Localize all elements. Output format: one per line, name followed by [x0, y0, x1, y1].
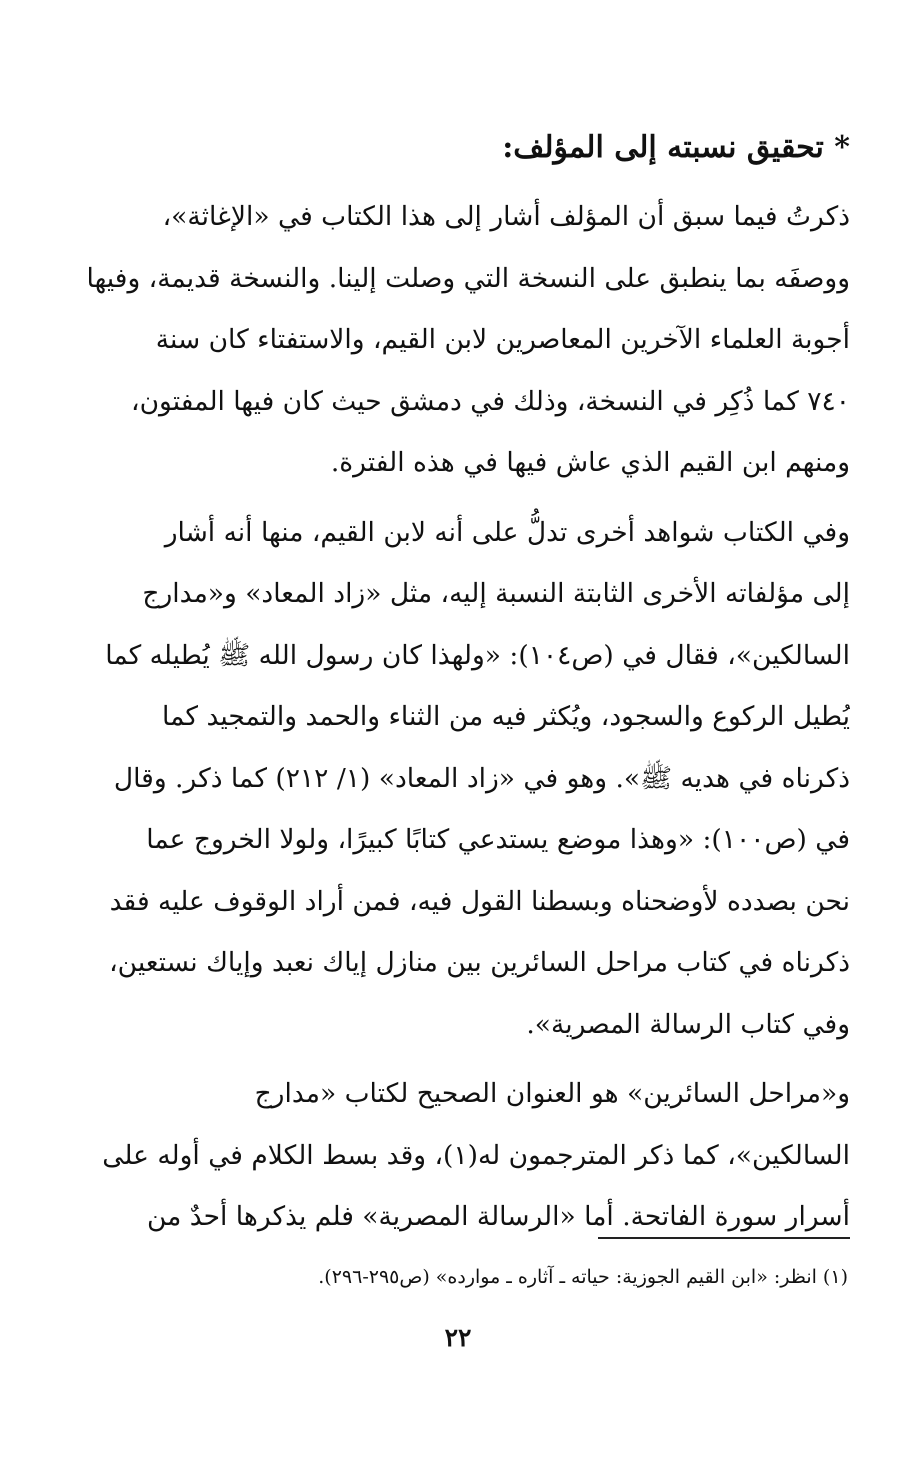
text-line: ٧٤٠ كما ذُكِر في النسخة، وذلك في دمشق حيث كان فيها المفتون،	[131, 385, 850, 417]
footnote-divider	[598, 1237, 850, 1239]
text-line: وفي كتاب الرسالة المصرية».	[526, 1008, 850, 1040]
footnote: (١) انظر: «ابن القيم الجوزية: حياته ـ آثاره ـ موارده» (ص٢٩٥-٢٩٦).	[318, 1266, 848, 1288]
text-line: أجوبة العلماء الآخرين المعاصرين لابن القيم، والاستفتاء كان سنة	[155, 324, 850, 355]
text-line: ذكرتُ فيما سبق أن المؤلف أشار إلى هذا الكتاب في «الإغاثة»،	[162, 201, 850, 232]
text-line: ذكرناه في هديه ﷺ». وهو في «زاد المعاد» (١/ ٢١٢) كما ذكر. وقال	[113, 762, 850, 794]
paragraph-3	[66, 1063, 850, 1248]
text-line: ومنهم ابن القيم الذي عاش فيها في هذه الفترة.	[330, 447, 850, 478]
paragraph-1	[66, 186, 850, 494]
text-line: ذكرناه في كتاب مراحل السائرين بين منازل إياك نعبد وإياك نستعين،	[109, 947, 850, 978]
text-line: ووصفَه بما ينطبق على النسخة التي وصلت إلينا. والنسخة قديمة، وفيها	[86, 262, 850, 294]
page-number: ٢٢	[444, 1323, 472, 1352]
text-line: نحن بصدده لأوضحناه وبسطنا القول فيه، فمن أراد الوقوف عليه فقد	[109, 885, 850, 917]
text-line: السالكين»، فقال في (ص١٠٤): «ولهذا كان رسول الله ﷺ يُطيله كما	[105, 639, 850, 671]
text-line: و«مراحل السائرين» هو العنوان الصحيح لكتاب «مدارج	[254, 1078, 850, 1109]
paragraph-2	[66, 502, 850, 1056]
text-line: وفي الكتاب شواهد أخرى تدلُّ على أنه لابن القيم، منها أنه أشار	[164, 516, 850, 548]
text-line: يُطيل الركوع والسجود، ويُكثر فيه من الثناء والحمد والتمجيد كما	[162, 701, 850, 732]
text-line: السالكين»، كما ذكر المترجمون له(١)، وقد بسط الكلام في أوله على	[102, 1139, 850, 1171]
text-line: في (ص١٠٠): «وهذا موضع يستدعي كتابًا كبيرًا، ولولا الخروج عما	[146, 824, 850, 855]
text-line: إلى مؤلفاته الأخرى الثابتة النسبة إليه، مثل «زاد المعاد» و«مدارج	[142, 578, 850, 609]
section-heading: * تحقيق نسبته إلى المؤلف:	[502, 130, 850, 165]
text-line: أسرار سورة الفاتحة. أما «الرسالة المصرية» فلم يذكرها أحدٌ من	[146, 1201, 850, 1232]
main-text	[66, 186, 850, 1248]
